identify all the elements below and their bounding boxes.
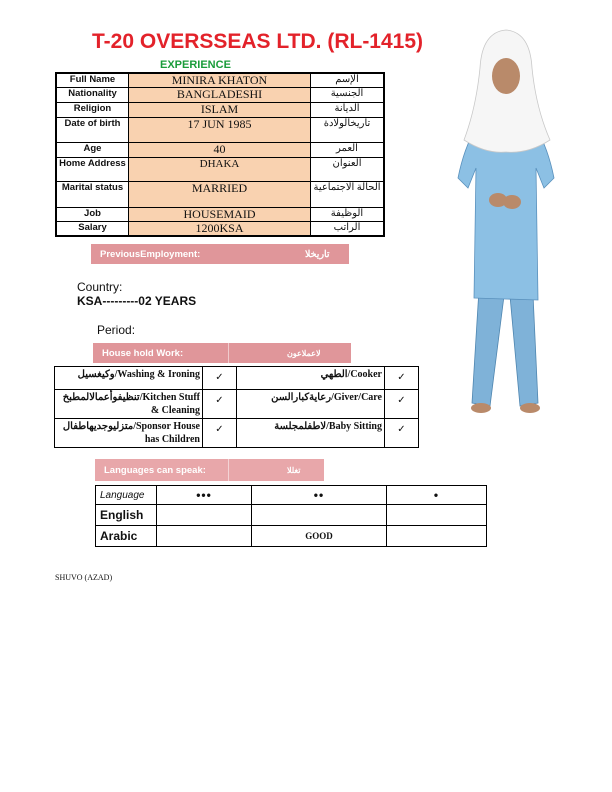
household-work-label: House hold Work: xyxy=(102,348,184,359)
info-row-salary xyxy=(56,222,384,237)
work-label: متزليوجديهاطفال/Sponsor House has Children xyxy=(55,419,203,448)
info-arabic: الجنسية xyxy=(311,88,385,103)
info-arabic: العنوان xyxy=(311,158,385,182)
languages-arabic: تغللا xyxy=(287,466,301,475)
info-value: 17 JUN 1985 xyxy=(129,118,311,143)
level-dots: ••• xyxy=(157,486,252,505)
household-work-band xyxy=(93,343,351,363)
personal-info-table xyxy=(55,72,385,237)
info-label: Salary xyxy=(56,222,129,237)
languages-table xyxy=(95,485,487,547)
band-divider xyxy=(228,343,229,363)
lang-name: Arabic xyxy=(96,526,157,547)
info-label: Full Name xyxy=(56,73,129,88)
check-icon: ✓ xyxy=(203,390,237,419)
info-arabic: الديانة xyxy=(311,103,385,118)
info-row-age xyxy=(56,143,384,158)
info-arabic: الراتب xyxy=(311,222,385,237)
info-value: 40 xyxy=(129,143,311,158)
household-work-table xyxy=(54,366,419,448)
languages-label: Languages can speak: xyxy=(104,465,206,476)
work-label: وكيغسيل/Washing & Ironing xyxy=(55,367,203,390)
previous-employment-label: PreviousEmployment: xyxy=(100,249,201,260)
info-label: Nationality xyxy=(56,88,129,103)
lang-row-arabic xyxy=(96,526,487,547)
work-label: رعايةكبارالسن/Giver/Care xyxy=(237,390,385,419)
work-row xyxy=(55,390,419,419)
lang-level-cell xyxy=(387,505,487,526)
check-icon: ✓ xyxy=(385,367,419,390)
info-value: MINIRA KHATON xyxy=(129,73,311,88)
previous-employment-arabic: تاريخلا xyxy=(305,249,330,260)
previous-employment-band xyxy=(91,244,349,264)
band-divider xyxy=(228,459,229,481)
lang-level-cell xyxy=(157,526,252,547)
page-title: T-20 OVERSSEAS LTD. (RL-1415) xyxy=(92,30,424,53)
lang-name: English xyxy=(96,505,157,526)
info-label: Age xyxy=(56,143,129,158)
country-label: Country: xyxy=(77,280,123,294)
lang-level-cell xyxy=(252,505,387,526)
info-arabic: الحالة الاجتماعية xyxy=(311,182,385,208)
lang-level-cell xyxy=(387,526,487,547)
country-value: KSA---------02 YEARS xyxy=(77,294,197,308)
level-dots: • xyxy=(387,486,487,505)
info-value: BANGLADESHI xyxy=(129,88,311,103)
lang-header-label: Language xyxy=(96,486,157,505)
level-dots: •• xyxy=(252,486,387,505)
check-icon: ✓ xyxy=(385,419,419,448)
languages-band xyxy=(95,459,324,481)
info-value: MARRIED xyxy=(129,182,311,208)
info-row-religion xyxy=(56,103,384,118)
info-arabic: الوظيفة xyxy=(311,208,385,222)
work-label: لاطفلمجلسة/Baby Sitting xyxy=(237,419,385,448)
info-arabic: الإسم xyxy=(311,73,385,88)
info-row-marital xyxy=(56,182,384,208)
info-label: Marital status xyxy=(56,182,129,208)
check-icon: ✓ xyxy=(203,419,237,448)
info-label: Job xyxy=(56,208,129,222)
candidate-photo xyxy=(446,28,566,416)
check-icon: ✓ xyxy=(203,367,237,390)
lang-level-cell xyxy=(157,505,252,526)
info-value: HOUSEMAID xyxy=(129,208,311,222)
work-label: تنظيفوأعمالالمطبخ/Kitchen Stuff & Cleaning xyxy=(55,390,203,419)
work-row xyxy=(55,367,419,390)
work-label: الطهي/Cooker xyxy=(237,367,385,390)
footer-agent: SHUVO (AZAD) xyxy=(55,573,113,582)
info-value: 1200KSA xyxy=(129,222,311,237)
household-work-arabic: لاعملاعون xyxy=(287,349,321,358)
info-arabic: العمر xyxy=(311,143,385,158)
info-row-full-name xyxy=(56,73,384,88)
work-row xyxy=(55,419,419,448)
lang-header-row xyxy=(96,486,487,505)
info-row-nationality xyxy=(56,88,384,103)
lang-level-cell: GOOD xyxy=(252,526,387,547)
info-row-dob xyxy=(56,118,384,143)
period-label: Period: xyxy=(97,323,136,337)
info-label: Home Address xyxy=(56,158,129,182)
info-value: DHAKA xyxy=(129,158,311,182)
info-label: Date of birth xyxy=(56,118,129,143)
info-row-job xyxy=(56,208,384,222)
info-row-address xyxy=(56,158,384,182)
lang-row-english xyxy=(96,505,487,526)
experience-heading: EXPERIENCE xyxy=(160,59,231,71)
check-icon: ✓ xyxy=(385,390,419,419)
info-arabic: تاريخالولادة xyxy=(311,118,385,143)
info-value: ISLAM xyxy=(129,103,311,118)
info-label: Religion xyxy=(56,103,129,118)
